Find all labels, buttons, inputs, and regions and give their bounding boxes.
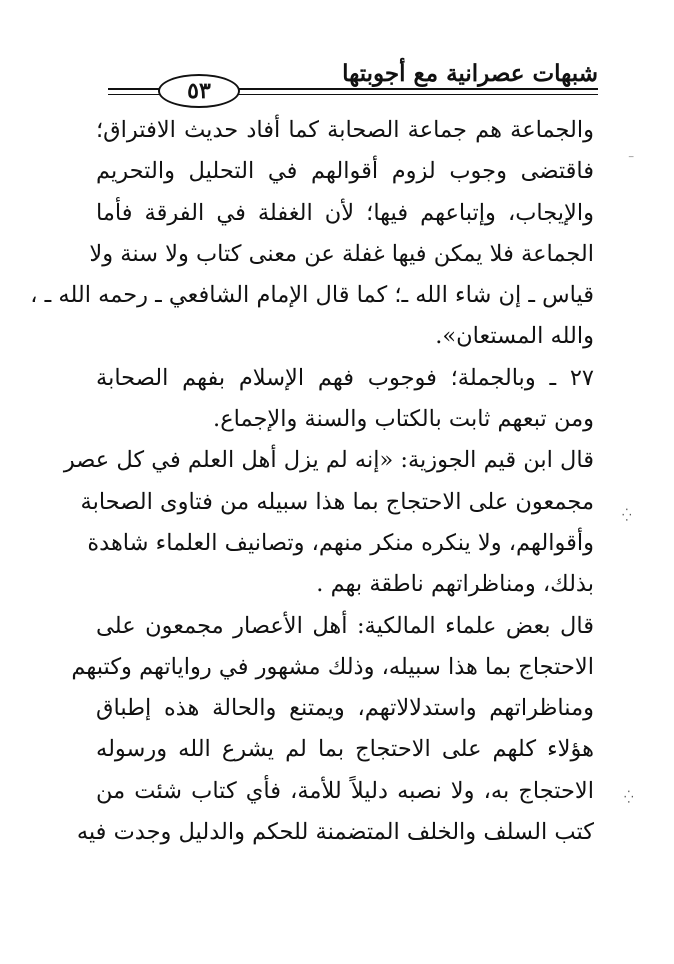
text-line: والإيجاب، وإتباعهم فيها؛ لأن الغفلة في الفرقة فأما: [96, 199, 594, 226]
text-line: الاحتجاج به، ولا نصبه دليلاً للأمة، فأي كتاب شئت من: [96, 777, 594, 804]
text-line: والجماعة هم جماعة الصحابة كما أفاد حديث الافتراق؛: [96, 117, 594, 143]
text-line: قياس ـ إن شاء الله ـ؛ كما قال الإمام الشافعي ـ رحمه الله ـ ،: [30, 282, 594, 309]
scan-speck: ⁛: [624, 790, 634, 804]
text-line: هؤلاء كلهم على الاحتجاج بما لم يشرع الله ورسوله: [96, 736, 594, 763]
text-line: قال ابن قيم الجوزية: «إنه لم يزل أهل العلم في كل عصر: [63, 447, 594, 474]
text-line: ومن تبعهم ثابت بالكتاب والسنة والإجماع.: [213, 406, 594, 433]
text-line: مجمعون على الاحتجاج بما هذا سبيله من فتاوى الصحابة: [80, 488, 594, 515]
scan-speck: ⁻: [628, 152, 635, 166]
text-line: وأقوالهم، ولا ينكره منكر منهم، وتصانيف العلماء شاهدة: [87, 529, 594, 556]
page-header: [108, 56, 598, 106]
text-line: الاحتجاج بما هذا سبيله، وذلك مشهور في رواياتهم وكتبهم: [71, 653, 594, 680]
text-line: الجماعة فلا يمكن فيها غفلة عن معنى كتاب ولا سنة ولا: [89, 240, 594, 267]
page-number: ٥٣: [158, 74, 240, 108]
scan-speck: ⁛: [622, 508, 632, 522]
text-line: ٢٧ ـ وبالجملة؛ فوجوب فهم الإسلام بفهم الصحابة: [96, 364, 594, 391]
text-line: بذلك، ومناظراتهم ناطقة بهم .: [316, 571, 594, 598]
text-line: قال بعض علماء المالكية: أهل الأعصار مجمعون على: [96, 612, 594, 639]
text-line: ومناظراتهم واستدلالاتهم، ويمتنع والحالة هذه إطباق: [96, 695, 594, 722]
text-line: فاقتضى وجوب لزوم أقوالهم في التحليل والتحريم: [96, 158, 594, 185]
body-text: [30, 110, 594, 853]
text-line: كتب السلف والخلف المتضمنة للحكم والدليل وجدت فيه: [76, 819, 594, 846]
running-title: شبهات عصرانية مع أجوبتها: [342, 60, 598, 87]
text-line: والله المستعان».: [435, 323, 594, 350]
